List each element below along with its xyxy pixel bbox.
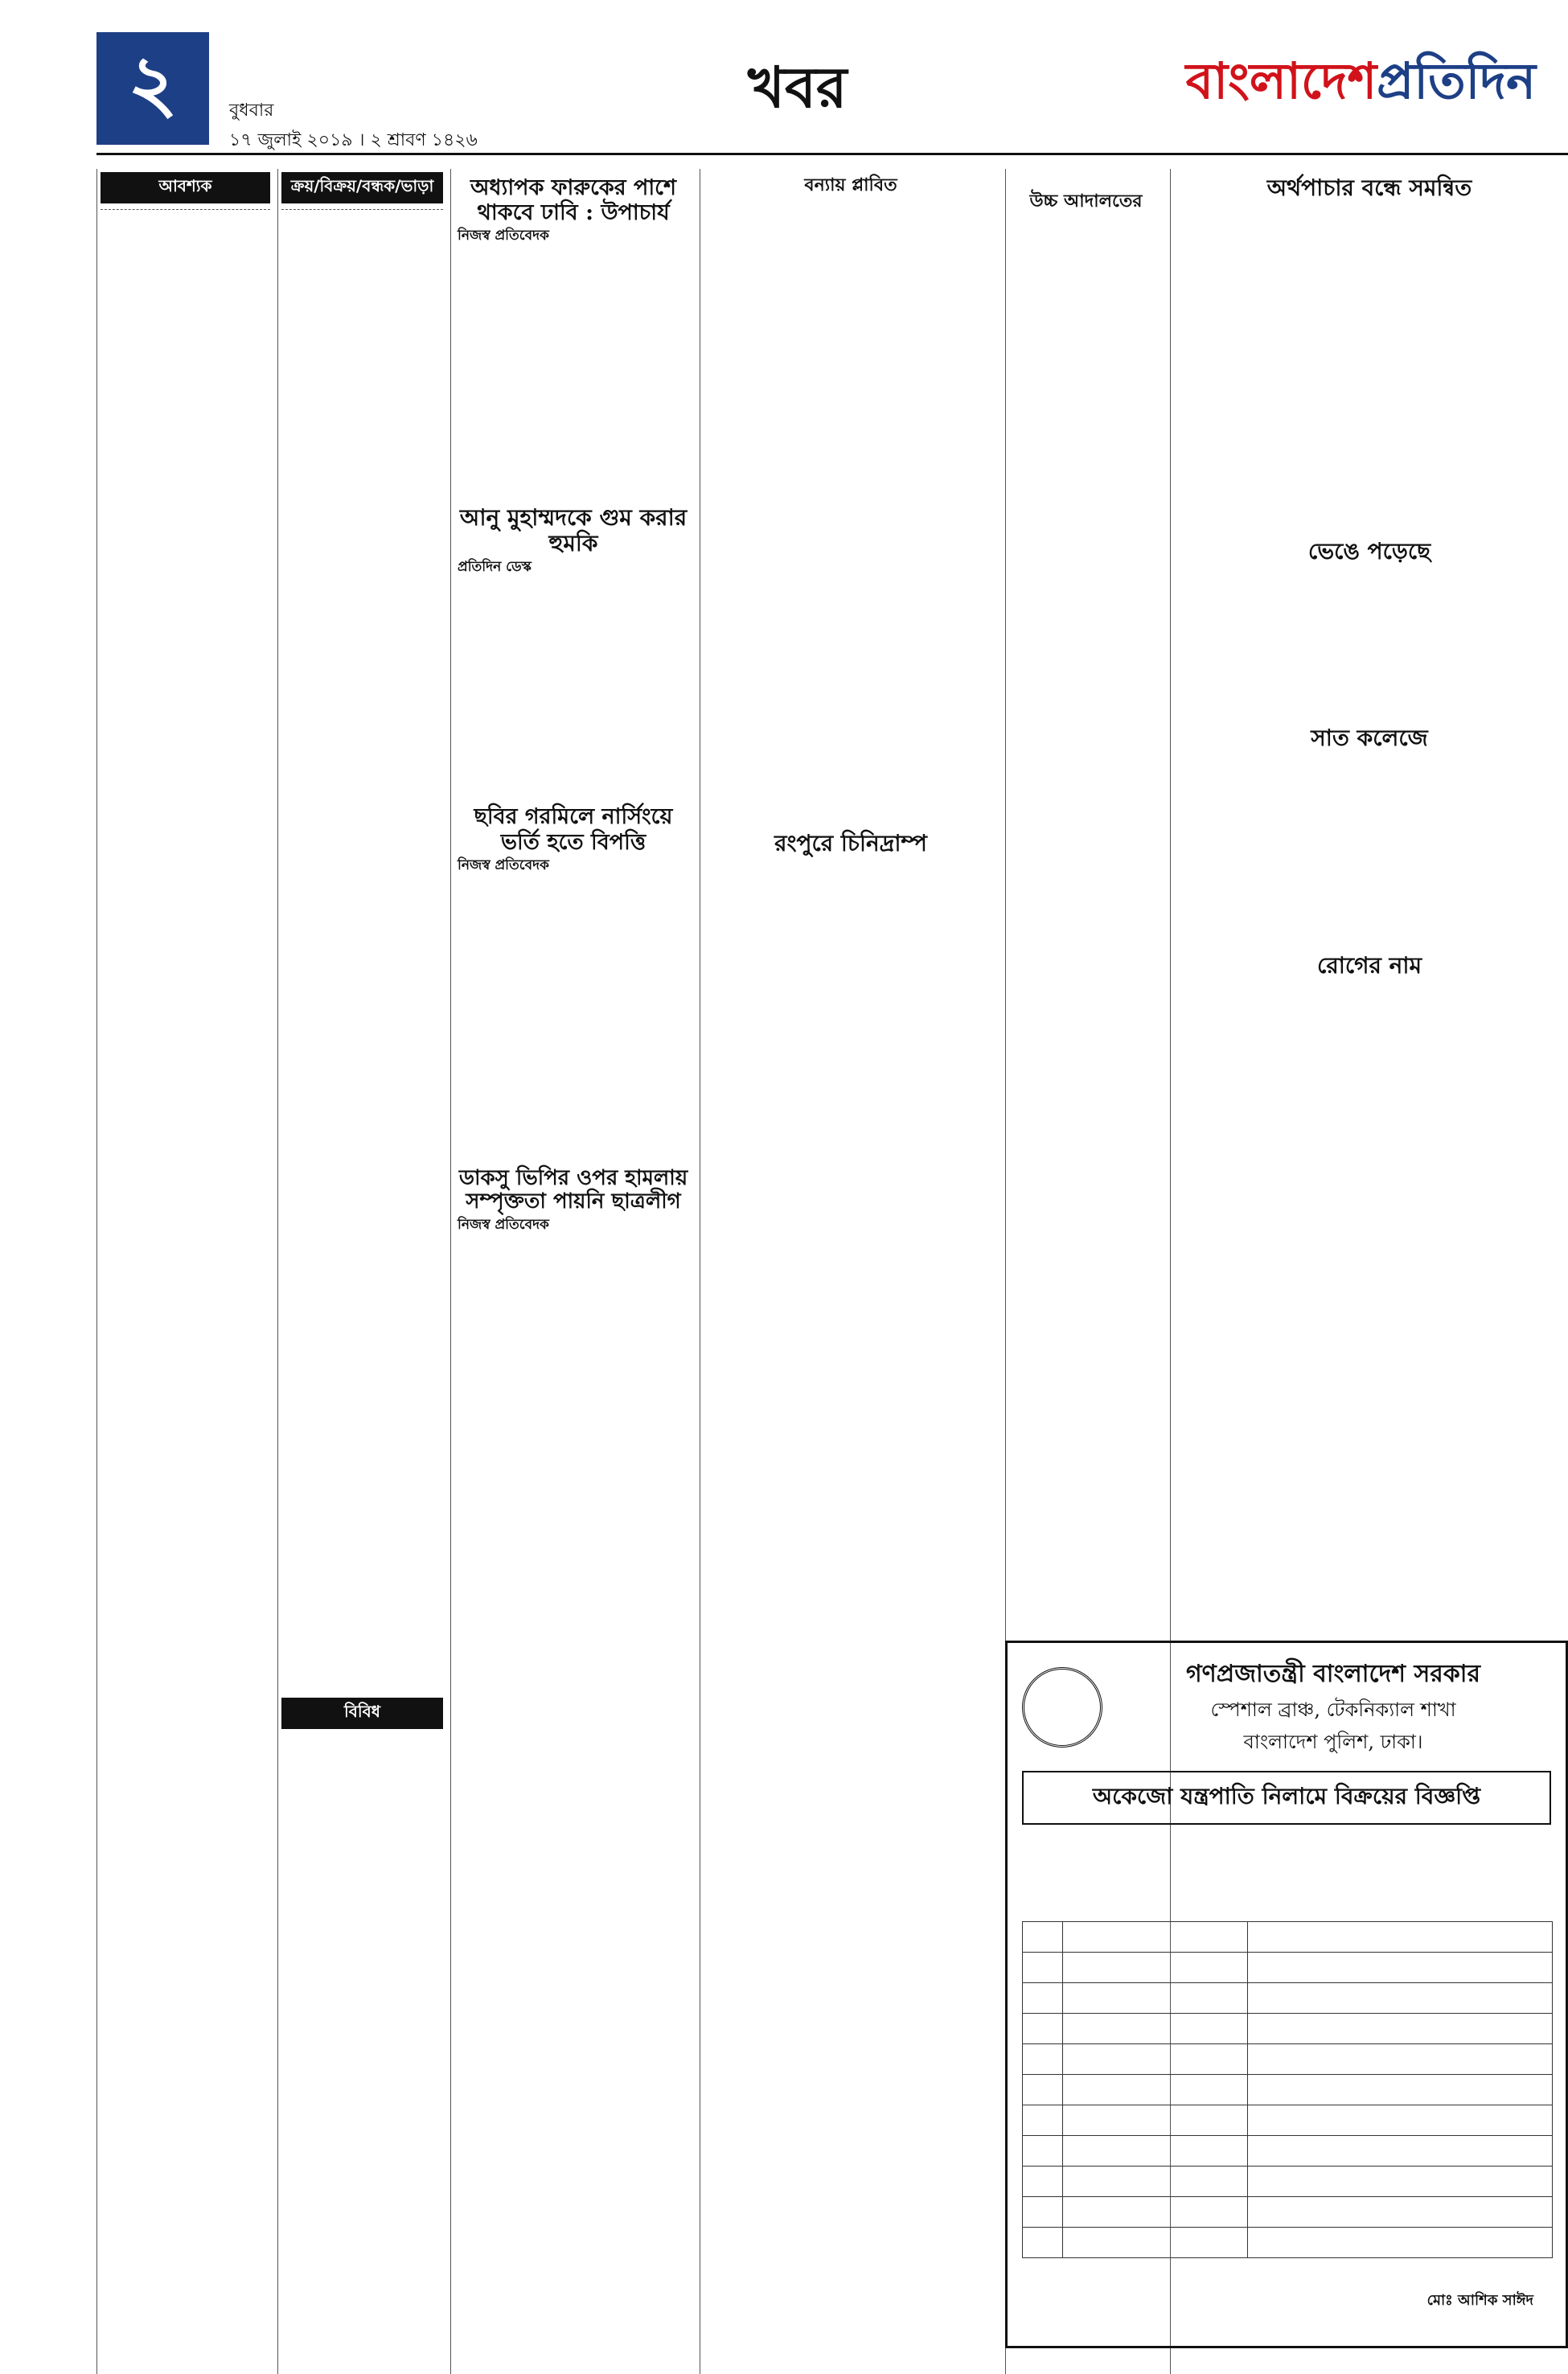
classifieds-column-1 (96, 169, 273, 2374)
notice-govt: গণপ্রজাতন্ত্রী বাংলাদেশ সরকার (1186, 1660, 1480, 1688)
masthead (0, 0, 1568, 161)
headline-disease: রোগের নাম (1316, 951, 1422, 979)
page-number-badge: ২ (96, 32, 209, 145)
logo-part-1: বাংলাদেশ (1185, 51, 1377, 110)
headline-collapse: ভেঙে পড়েছে (1307, 538, 1431, 565)
notice-branch: স্পেশাল ব্রাঞ্চ, টেকনিক্যাল শাখা (1210, 1698, 1456, 1721)
headline-corruption: অর্থপাচার বন্ধে সমন্বিত (1266, 175, 1472, 201)
newspaper-logo (1158, 32, 1536, 137)
ad-divider (281, 209, 443, 210)
headline-flood: বন্যায় প্লাবিত (804, 175, 897, 195)
headline-threat: আনু মুহাম্মদকে গুম করার হুমকি (459, 504, 688, 557)
headline-nursing: ছবির গরমিলে নার্সিংয়ে ভর্তি হতে বিপত্তি (474, 804, 673, 855)
headline-ducsu: ডাকসু ভিপির ওপর হামলায় সম্পৃক্ততা পায়নি ছাত্রলীগ (458, 1165, 688, 1214)
classified-heading-3: বিবিধ (281, 1698, 443, 1729)
date-block (229, 97, 478, 156)
headline-high-court: উচ্চ আদালতের (1029, 191, 1143, 212)
classifieds-column-2 (277, 169, 446, 2374)
notice-police: বাংলাদেশ পুলিশ, ঢাকা। (1243, 1731, 1423, 1753)
byline-threat: প্রতিদিন ডেস্ক (458, 559, 532, 576)
classified-heading: আবশ্যক (101, 172, 270, 203)
news-column-3 (450, 169, 696, 2374)
day-label: বুধবার (229, 101, 274, 121)
notice-title: অকেজো যন্ত্রপাতি নিলামে বিক্রয়ের বিজ্ঞপ্তি (1022, 1771, 1551, 1825)
classified-heading-2: ক্রয়/বিক্রয়/বন্ধক/ভাড়া (281, 172, 443, 203)
section-title: খবর (748, 54, 848, 121)
notice-table (1022, 1921, 1553, 2258)
ad-divider (101, 209, 270, 210)
notice-signer: মোঃ আশিক সাঈদ (1426, 2292, 1533, 2309)
byline-lead: নিজস্ব প্রতিবেদক (458, 228, 549, 244)
logo-part-2: প্রতিদিন (1377, 51, 1536, 110)
masthead-rule (96, 153, 1568, 155)
headline-lead: অধ্যাপক ফারুকের পাশে থাকবে ঢাবি : উপাচার্য (470, 175, 677, 226)
byline-nursing: নিজস্ব প্রতিবেদক (458, 856, 549, 873)
police-seal (1022, 1667, 1102, 1748)
byline-ducsu: নিজস্ব প্রতিবেদক (458, 1217, 549, 1234)
public-notice (1005, 1641, 1568, 2348)
date-label: ১৭ জুলাই ২০১৯ । ২ শ্রাবণ ১৪২৬ (229, 130, 478, 150)
headline-rangpur: রংপুরে চিনিদ্রাম্প (774, 830, 927, 857)
headline-seven-colleges: সাত কলেজে (1311, 725, 1428, 752)
news-column-4 (700, 169, 1001, 2374)
